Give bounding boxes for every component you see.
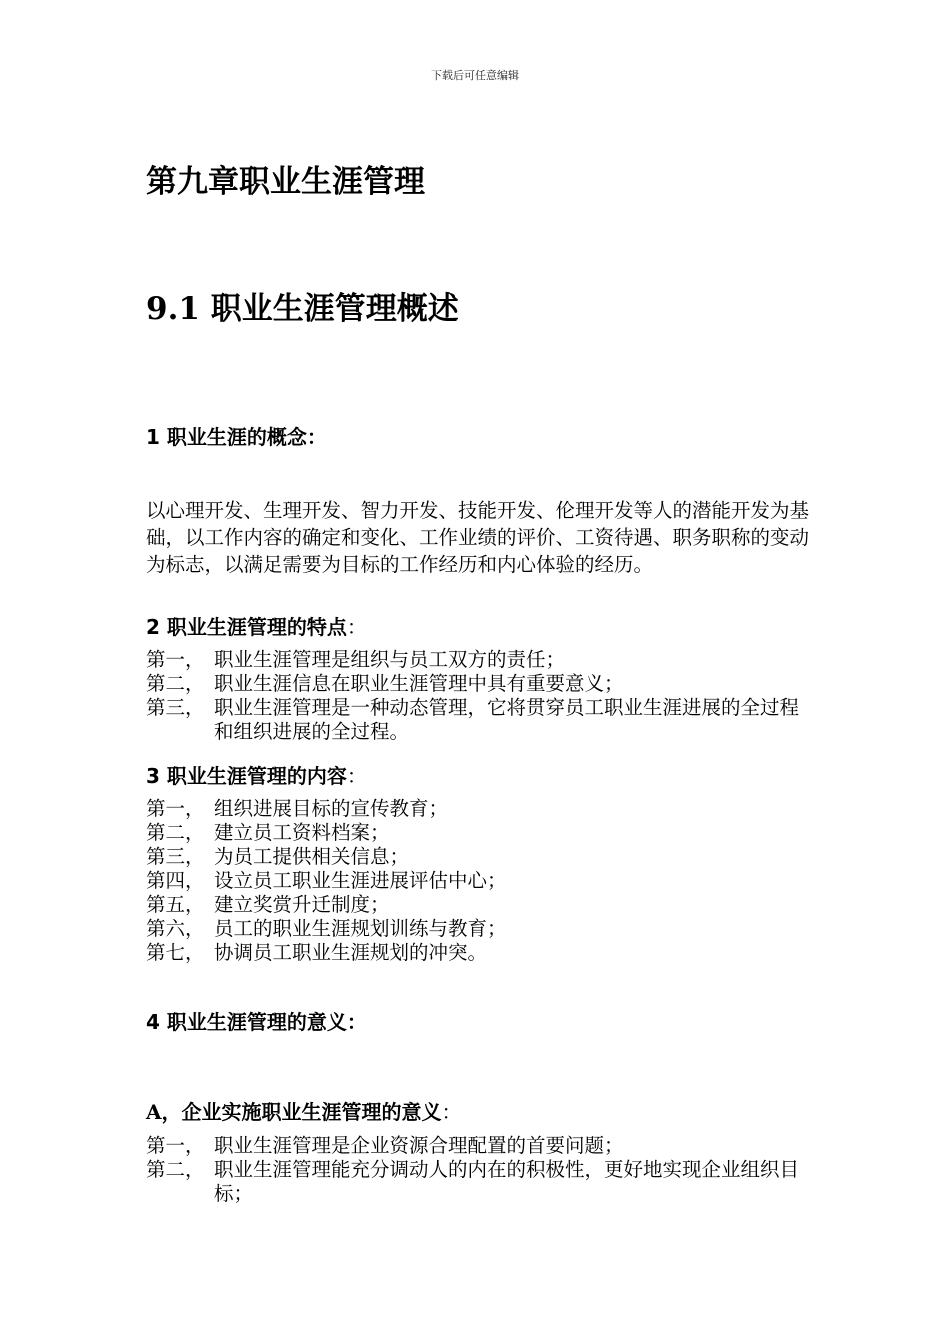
list-item: [146, 869, 811, 893]
list-ordinal: 第三，: [146, 696, 205, 719]
heading-text: 2 职业生涯管理的特点: [146, 615, 347, 639]
concept-paragraph: 以心理开发、生理开发、智力开发、技能开发、伦理开发等人的潜能开发为基础，以工作内容的确定和变化、工作业绩的评价、工资待遇、职务职称的变动为标志，以满足需要为目标的工作经历和内心体验的经历。: [146, 499, 810, 576]
heading-career-concept: [146, 421, 327, 450]
heading-colon: ：: [441, 1100, 462, 1124]
list-ordinal: 第一，: [146, 648, 205, 671]
list-ordinal: 第六，: [146, 917, 205, 940]
heading-enterprise-meaning: [146, 1096, 462, 1125]
list-ordinal: 第一，: [146, 1134, 205, 1157]
list-text: 为员工提供相关信息；: [214, 845, 410, 868]
heading-colon: ：: [306, 425, 327, 449]
header-note: 下载后可任意编辑: [431, 69, 519, 82]
list-ordinal: 第七，: [146, 941, 205, 964]
enterprise-meaning-list: [146, 1134, 811, 1206]
heading-colon: ：: [346, 615, 367, 639]
list-item: [146, 893, 811, 917]
list-text: 组织进展目标的宣传教育；: [214, 797, 449, 820]
contents-list: [146, 797, 811, 965]
heading-career-management-meaning: [146, 1006, 367, 1035]
list-ordinal: 第一，: [146, 797, 205, 820]
heading-colon: ：: [346, 764, 367, 788]
list-item: [146, 1158, 811, 1206]
list-ordinal: 第二，: [146, 672, 205, 695]
list-ordinal: 第四，: [146, 869, 205, 892]
list-ordinal: 第二，: [146, 821, 205, 844]
section-title: 9.1 职业生涯管理概述: [146, 291, 459, 327]
list-text: 设立员工职业生涯进展评估中心；: [214, 869, 507, 892]
heading-text: 4 职业生涯管理的意义: [146, 1010, 347, 1034]
list-text: 职业生涯管理是组织与员工双方的责任；: [214, 648, 566, 671]
list-ordinal: 第三，: [146, 845, 205, 868]
list-item: [146, 797, 811, 821]
heading-text: A，企业实施职业生涯管理的意义: [146, 1100, 442, 1124]
list-item: [146, 1134, 811, 1158]
list-text: 员工的职业生涯规划训练与教育；: [214, 917, 507, 940]
list-item: [146, 648, 811, 672]
list-item: [146, 845, 811, 869]
heading-career-management-contents: [146, 760, 367, 789]
list-text: 职业生涯管理是企业资源合理配置的首要问题；: [214, 1134, 624, 1157]
heading-colon: ：: [346, 1010, 367, 1034]
heading-career-management-features: [146, 611, 367, 640]
list-item: [146, 672, 811, 696]
features-list: [146, 648, 811, 744]
list-item: [146, 941, 811, 965]
list-ordinal: 第五，: [146, 893, 205, 916]
list-item: [146, 821, 811, 845]
list-text: 建立员工资料档案；: [214, 821, 390, 844]
list-text: 职业生涯管理能充分调动人的内在的积极性，更好地实现企业组织目标；: [214, 1158, 800, 1205]
list-text: 建立奖赏升迁制度；: [214, 893, 390, 916]
chapter-title: 第九章职业生涯管理: [146, 164, 425, 200]
list-item: [146, 696, 811, 744]
heading-text: 1 职业生涯的概念: [146, 425, 307, 449]
list-text: 职业生涯信息在职业生涯管理中具有重要意义；: [214, 672, 624, 695]
list-text: 协调员工职业生涯规划的冲突。: [214, 941, 488, 964]
list-ordinal: 第二，: [146, 1158, 205, 1181]
list-text: 职业生涯管理是一种动态管理，它将贯穿员工职业生涯进展的全过程和组织进展的全过程。: [214, 696, 800, 743]
list-item: [146, 917, 811, 941]
heading-text: 3 职业生涯管理的内容: [146, 764, 347, 788]
